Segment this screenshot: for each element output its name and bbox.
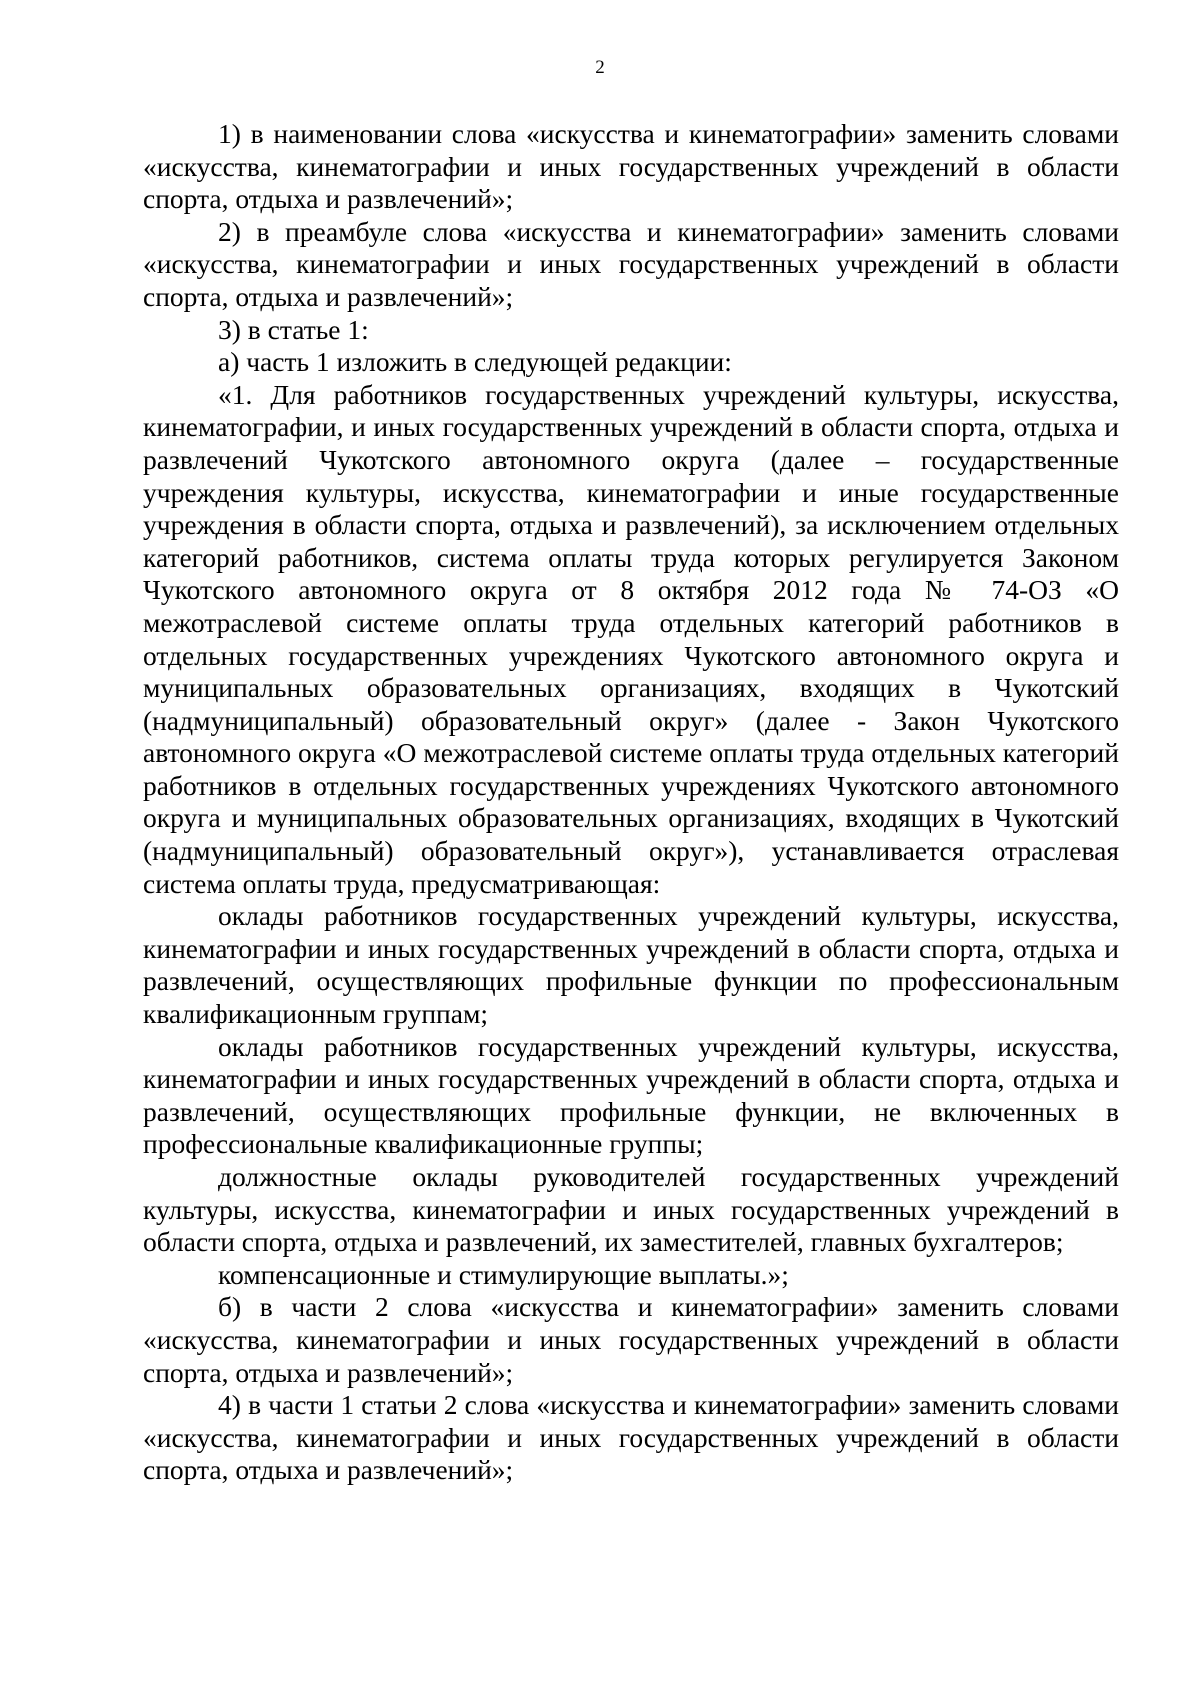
paragraph-new-part-1: «1. Для работников государственных учреждений культуры, искусства, кинематографии, и иных государственных учреждений в области спорта, отдыха и развлечений Чукотского автономного округа (далее – государственные учреждения культуры, искусства, кинематографии и иные государственные учреждения в области спорта, отдыха и развлечений), за исключением отдельных категорий работников, система оплаты труда которых регулируется Законом Чукотского автономного округа от 8 октября 2012 года № 74-ОЗ «О межотраслевой системе оплаты труда отдельных категорий работников в отдельных государственных учреждениях Чукотского автономного округа и муниципальных образовательных организациях, входящих в Чукотский (надмуниципальный) образовательный округ» (далее - Закон Чукотского автономного округа «О межотраслевой системе оплаты труда отдельных категорий работников в отдельных государственных учреждениях Чукотского автономного округа и муниципальных образовательных организациях, входящих в Чукотский (надмуниципальный) образовательный округ»), устанавливается отраслевая система оплаты труда, предусматривающая: <box>143 378 1119 899</box>
paragraph-item-3: 3) в статье 1: <box>218 313 369 345</box>
paragraph-item-1: 1) в наименовании слова «искусства и кинематографии» заменить словами «искусства, кинематографии и иных государственных учреждений в области спорта, отдыха и развлечений»; <box>143 118 1119 215</box>
document-body <box>143 118 1119 1487</box>
paragraph-item-4: 4) в части 1 статьи 2 слова «искусства и кинематографии» заменить словами «искусства, кинематографии и иных государственных учреждений в области спорта, отдыха и развлечений»; <box>143 1389 1119 1486</box>
page-number: 2 <box>595 57 605 78</box>
paragraph-item-3a: а) часть 1 изложить в следующей редакции: <box>218 346 732 378</box>
paragraph-salaries-qualification-groups: оклады работников государственных учреждений культуры, искусства, кинематографии и иных государственных учреждений в области спорта, отдыха и развлечений, осуществляющих профильные функции по профессиональным квалификационным группам; <box>143 900 1119 1030</box>
paragraph-item-3b: б) в части 2 слова «искусства и кинематографии» заменить словами «искусства, кинематографии и иных государственных учреждений в области спорта, отдыха и развлечений»; <box>143 1291 1119 1388</box>
paragraph-manager-salaries: должностные оклады руководителей государственных учреждений культуры, искусства, кинематографии и иных государственных учреждений в области спорта, отдыха и развлечений, их заместителей, главных бухгалтеров; <box>143 1161 1119 1258</box>
paragraph-compensation-payments: компенсационные и стимулирующие выплаты.»; <box>218 1258 789 1290</box>
paragraph-item-2: 2) в преамбуле слова «искусства и кинематографии» заменить словами «искусства, кинематографии и иных государственных учреждений в области спорта, отдыха и развлечений»; <box>143 215 1119 312</box>
paragraph-salaries-not-in-groups: оклады работников государственных учреждений культуры, искусства, кинематографии и иных государственных учреждений в области спорта, отдыха и развлечений, осуществляющих профильные функции, не включенных в профессиональные квалификационные группы; <box>143 1030 1119 1160</box>
